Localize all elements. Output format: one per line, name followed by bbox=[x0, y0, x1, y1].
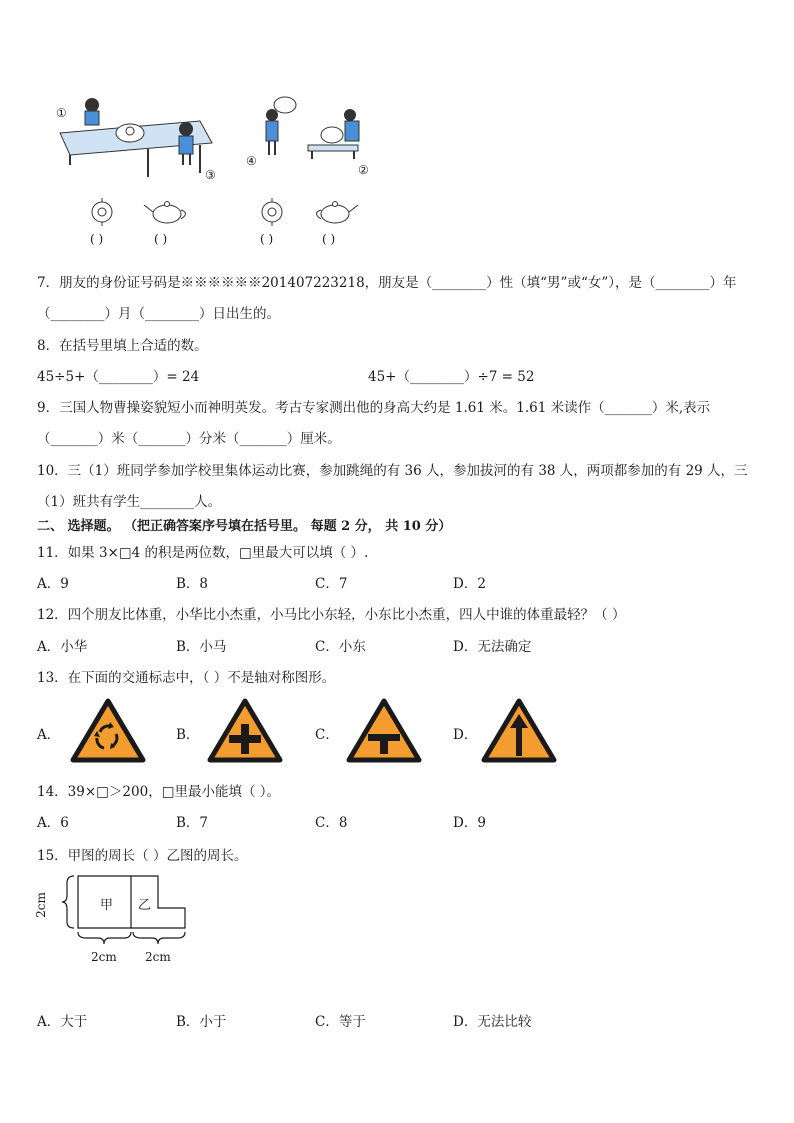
q10-line1: 10．三（1）班同学参加学校里集体运动比赛，参加跳绳的有 36 人，参加拔河的有 38 人，两项都参加的有 29 人，三 bbox=[37, 463, 748, 479]
q13-option-d[interactable]: D． bbox=[453, 727, 478, 743]
straight-ahead-sign-icon bbox=[481, 698, 557, 764]
q11-option-a[interactable]: A．9 bbox=[37, 576, 69, 592]
q14-option-a[interactable]: A．6 bbox=[37, 815, 69, 831]
figure-width-left-label: 2cm bbox=[91, 950, 117, 964]
q12-stem: 12．四个朋友比体重，小华比小杰重，小马比小东轻，小东比小杰重，四人中谁的体重最轻？（ ） bbox=[37, 607, 626, 623]
q14-stem: 14．39×□＞200，□里最小能填（ ）。 bbox=[37, 784, 280, 800]
q13-option-c[interactable]: C． bbox=[315, 727, 339, 743]
q15-option-a[interactable]: A．大于 bbox=[37, 1014, 88, 1030]
q14-option-b[interactable]: B．7 bbox=[176, 815, 209, 831]
q15-option-d[interactable]: D．无法比较 bbox=[453, 1014, 532, 1030]
q9-line2: （_______）米（_______）分米（_______）厘米。 bbox=[37, 431, 341, 447]
q11-option-b[interactable]: B．8 bbox=[176, 576, 209, 592]
q13-option-a[interactable]: A． bbox=[37, 727, 61, 743]
answer-slot-1: ( ) bbox=[90, 232, 104, 246]
q10-line2: （1）班共有学生________人。 bbox=[37, 494, 222, 510]
q15-option-c[interactable]: C．等于 bbox=[315, 1014, 366, 1030]
figure-height-label: 2cm bbox=[33, 892, 48, 918]
q7-line2: （________）月（________）日出生的。 bbox=[37, 306, 280, 322]
q14-option-c[interactable]: C．8 bbox=[315, 815, 348, 831]
q8-eq1: 45÷5+（________）= 24 bbox=[37, 369, 200, 385]
figure-label-jia: 甲 bbox=[100, 898, 114, 913]
q11-option-c[interactable]: C．7 bbox=[315, 576, 348, 592]
perimeter-figure bbox=[40, 870, 200, 950]
figure-label-4: ④ bbox=[246, 154, 257, 168]
q13-option-b[interactable]: B． bbox=[176, 727, 200, 743]
q15-option-b[interactable]: B．小于 bbox=[176, 1014, 227, 1030]
figure-width-right-label: 2cm bbox=[145, 950, 171, 964]
figure-label-2: ② bbox=[358, 163, 369, 177]
q8-eq2: 45+（________）÷7 = 52 bbox=[368, 369, 535, 385]
q12-option-c[interactable]: C．小东 bbox=[315, 639, 366, 655]
t-junction-sign-icon bbox=[346, 698, 422, 764]
figure-label-3: ③ bbox=[205, 168, 216, 182]
q11-option-d[interactable]: D．2 bbox=[453, 576, 486, 592]
crossroad-sign-icon bbox=[207, 698, 283, 764]
q12-option-b[interactable]: B．小马 bbox=[176, 639, 227, 655]
q12-option-a[interactable]: A．小华 bbox=[37, 639, 88, 655]
answer-slot-2: ( ) bbox=[154, 232, 168, 246]
answer-slot-4: ( ) bbox=[322, 232, 336, 246]
q9-line1: 9．三国人物曹操姿貌短小而神明英发。考古专家测出他的身高大约是 1.61 米。1.61 米读作（_______）米,表示 bbox=[37, 400, 711, 416]
section2-title: 二、 选择题。 （把正确答案序号填在括号里。 每题 2 分， 共 10 分） bbox=[37, 519, 452, 534]
q15-stem: 15．甲图的周长（ ）乙图的周长。 bbox=[37, 848, 248, 864]
q14-option-d[interactable]: D．9 bbox=[453, 815, 486, 831]
q13-stem: 13．在下面的交通标志中，（ ）不是轴对称图形。 bbox=[37, 670, 336, 686]
figure-label-yi: 乙 bbox=[138, 898, 152, 913]
answer-slot-3: ( ) bbox=[260, 232, 274, 246]
q12-option-d[interactable]: D．无法确定 bbox=[453, 639, 532, 655]
figure-label-1: ① bbox=[56, 106, 67, 120]
q7-line1: 7．朋友的身份证号码是※※※※※※201407223218，朋友是（________）性（填“男”或“女”），是（________）年 bbox=[37, 275, 737, 291]
q11-stem: 11．如果 3×□4 的积是两位数，□里最大可以填（ ）. bbox=[37, 545, 369, 561]
q8-title: 8．在括号里填上合适的数。 bbox=[37, 338, 208, 354]
roundabout-sign-icon bbox=[70, 698, 146, 764]
